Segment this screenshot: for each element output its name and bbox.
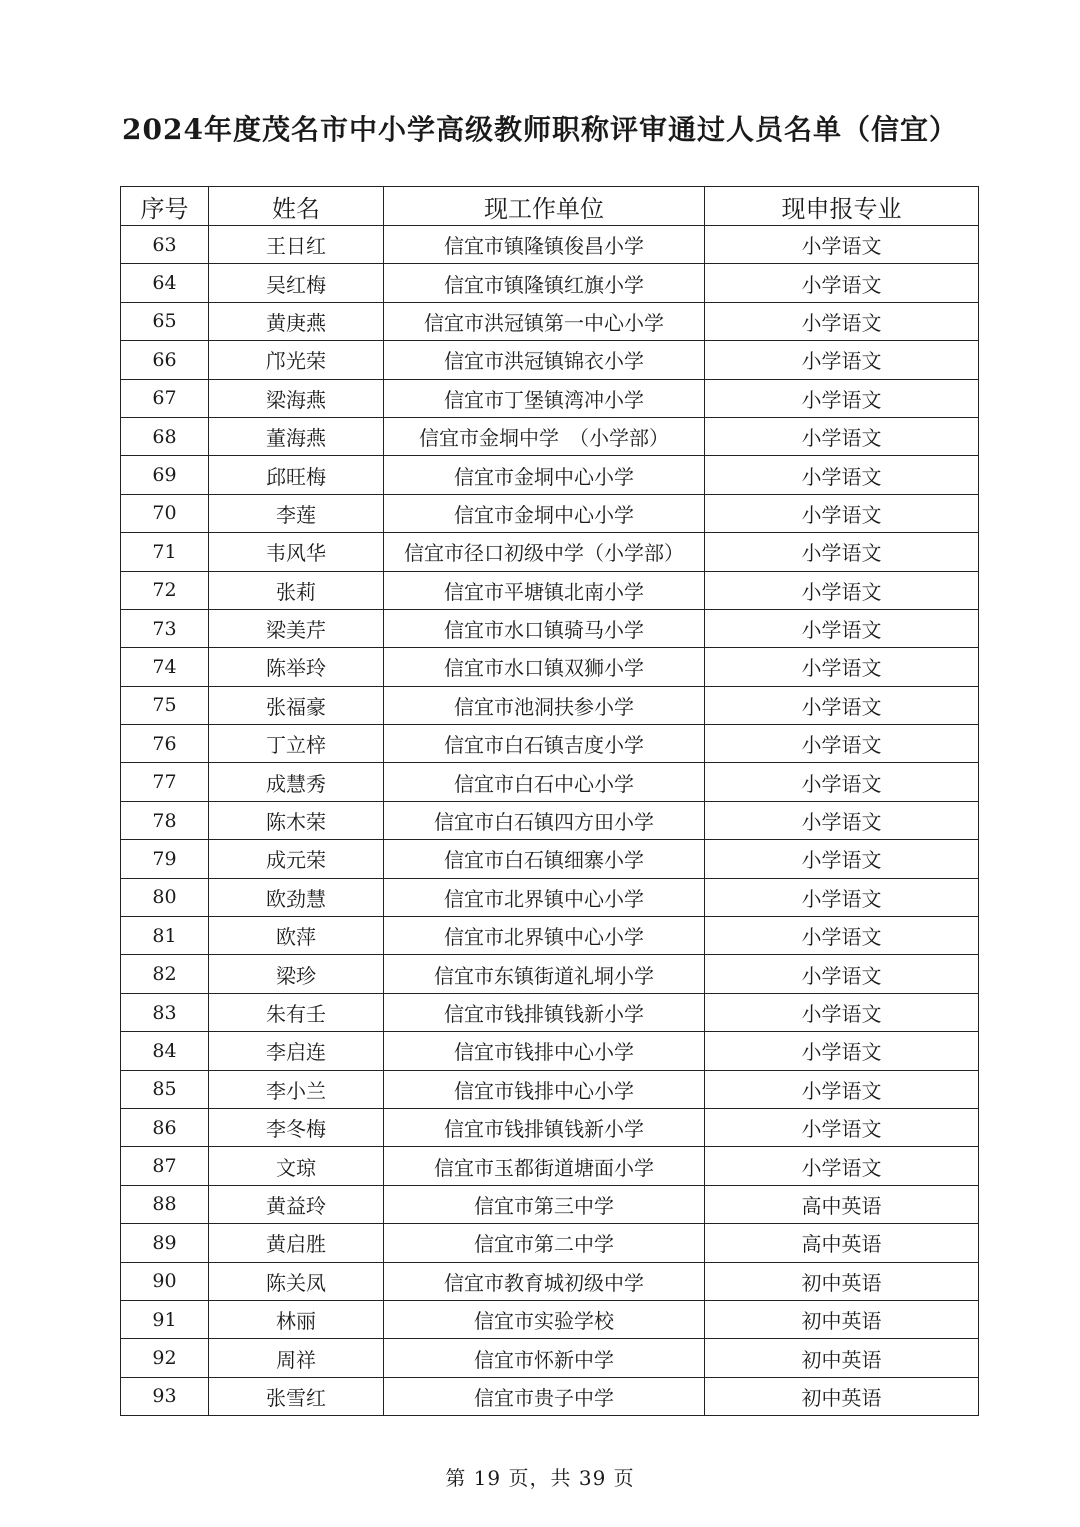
work-unit-cell: 信宜市第三中学 bbox=[384, 1185, 705, 1223]
table-row bbox=[121, 571, 979, 609]
header-name: 姓名 bbox=[209, 187, 384, 226]
serial-cell: 66 bbox=[121, 341, 209, 379]
specialty-cell: 小学语文 bbox=[705, 955, 979, 993]
table-row bbox=[121, 417, 979, 455]
table-row bbox=[121, 341, 979, 379]
serial-cell: 90 bbox=[121, 1262, 209, 1300]
serial-cell: 88 bbox=[121, 1185, 209, 1223]
table-row bbox=[121, 648, 979, 686]
table-row bbox=[121, 1300, 979, 1338]
work-unit-cell: 信宜市北界镇中心小学 bbox=[384, 917, 705, 955]
specialty-cell: 小学语文 bbox=[705, 686, 979, 724]
specialty-cell: 高中英语 bbox=[705, 1185, 979, 1223]
table-row bbox=[121, 725, 979, 763]
header-serial: 序号 bbox=[121, 187, 209, 226]
work-unit-cell: 信宜市镇隆镇红旗小学 bbox=[384, 264, 705, 302]
name-cell: 黄启胜 bbox=[209, 1224, 384, 1262]
table-row bbox=[121, 494, 979, 532]
table-row bbox=[121, 1185, 979, 1223]
serial-cell: 80 bbox=[121, 878, 209, 916]
work-unit-cell: 信宜市白石镇四方田小学 bbox=[384, 801, 705, 839]
serial-cell: 67 bbox=[121, 379, 209, 417]
name-cell: 梁美芹 bbox=[209, 609, 384, 647]
specialty-cell: 小学语文 bbox=[705, 993, 979, 1031]
name-cell: 董海燕 bbox=[209, 417, 384, 455]
table-row bbox=[121, 763, 979, 801]
table-row bbox=[121, 302, 979, 340]
serial-cell: 85 bbox=[121, 1070, 209, 1108]
name-cell: 李小兰 bbox=[209, 1070, 384, 1108]
specialty-cell: 初中英语 bbox=[705, 1262, 979, 1300]
table-row bbox=[121, 917, 979, 955]
table-body bbox=[121, 226, 979, 1416]
work-unit-cell: 信宜市丁堡镇湾冲小学 bbox=[384, 379, 705, 417]
specialty-cell: 小学语文 bbox=[705, 878, 979, 916]
serial-cell: 91 bbox=[121, 1300, 209, 1338]
work-unit-cell: 信宜市径口初级中学（小学部） bbox=[384, 533, 705, 571]
work-unit-cell: 信宜市金垌中心小学 bbox=[384, 456, 705, 494]
table-row bbox=[121, 686, 979, 724]
work-unit-cell: 信宜市北界镇中心小学 bbox=[384, 878, 705, 916]
serial-cell: 70 bbox=[121, 494, 209, 532]
name-cell: 李冬梅 bbox=[209, 1108, 384, 1146]
name-cell: 黄庚燕 bbox=[209, 302, 384, 340]
name-cell: 王日红 bbox=[209, 226, 384, 264]
serial-cell: 93 bbox=[121, 1377, 209, 1415]
specialty-cell: 小学语文 bbox=[705, 533, 979, 571]
table-row bbox=[121, 1108, 979, 1146]
specialty-cell: 小学语文 bbox=[705, 1070, 979, 1108]
specialty-cell: 小学语文 bbox=[705, 648, 979, 686]
name-cell: 张福豪 bbox=[209, 686, 384, 724]
serial-cell: 77 bbox=[121, 763, 209, 801]
name-cell: 成慧秀 bbox=[209, 763, 384, 801]
work-unit-cell: 信宜市镇隆镇俊昌小学 bbox=[384, 226, 705, 264]
work-unit-cell: 信宜市钱排镇钱新小学 bbox=[384, 1108, 705, 1146]
name-cell: 陈举玲 bbox=[209, 648, 384, 686]
name-cell: 丁立梓 bbox=[209, 725, 384, 763]
name-cell: 成元荣 bbox=[209, 840, 384, 878]
specialty-cell: 小学语文 bbox=[705, 571, 979, 609]
serial-cell: 89 bbox=[121, 1224, 209, 1262]
table-row bbox=[121, 1377, 979, 1415]
work-unit-cell: 信宜市洪冠镇锦衣小学 bbox=[384, 341, 705, 379]
work-unit-cell: 信宜市白石镇细寨小学 bbox=[384, 840, 705, 878]
specialty-cell: 小学语文 bbox=[705, 917, 979, 955]
specialty-cell: 小学语文 bbox=[705, 302, 979, 340]
work-unit-cell: 信宜市金垌中学 （小学部） bbox=[384, 417, 705, 455]
name-cell: 欧萍 bbox=[209, 917, 384, 955]
serial-cell: 87 bbox=[121, 1147, 209, 1185]
serial-cell: 68 bbox=[121, 417, 209, 455]
serial-cell: 92 bbox=[121, 1339, 209, 1377]
table-row bbox=[121, 955, 979, 993]
table-row bbox=[121, 533, 979, 571]
name-cell: 梁珍 bbox=[209, 955, 384, 993]
table-row bbox=[121, 1262, 979, 1300]
name-cell: 周祥 bbox=[209, 1339, 384, 1377]
table-row bbox=[121, 1070, 979, 1108]
specialty-cell: 小学语文 bbox=[705, 341, 979, 379]
serial-cell: 74 bbox=[121, 648, 209, 686]
serial-cell: 73 bbox=[121, 609, 209, 647]
roster-table bbox=[120, 186, 979, 1416]
name-cell: 邝光荣 bbox=[209, 341, 384, 379]
work-unit-cell: 信宜市东镇街道礼垌小学 bbox=[384, 955, 705, 993]
serial-cell: 79 bbox=[121, 840, 209, 878]
work-unit-cell: 信宜市钱排镇钱新小学 bbox=[384, 993, 705, 1031]
table-row bbox=[121, 1032, 979, 1070]
work-unit-cell: 信宜市怀新中学 bbox=[384, 1339, 705, 1377]
specialty-cell: 小学语文 bbox=[705, 226, 979, 264]
table-row bbox=[121, 801, 979, 839]
table-row bbox=[121, 1339, 979, 1377]
work-unit-cell: 信宜市贵子中学 bbox=[384, 1377, 705, 1415]
specialty-cell: 小学语文 bbox=[705, 1108, 979, 1146]
name-cell: 欧劲慧 bbox=[209, 878, 384, 916]
work-unit-cell: 信宜市钱排中心小学 bbox=[384, 1032, 705, 1070]
page-footer: 第 19 页，共 39 页 bbox=[445, 1466, 635, 1490]
serial-cell: 81 bbox=[121, 917, 209, 955]
work-unit-cell: 信宜市金垌中心小学 bbox=[384, 494, 705, 532]
table-row bbox=[121, 840, 979, 878]
name-cell: 文琼 bbox=[209, 1147, 384, 1185]
specialty-cell: 小学语文 bbox=[705, 1032, 979, 1070]
serial-cell: 78 bbox=[121, 801, 209, 839]
specialty-cell: 小学语文 bbox=[705, 264, 979, 302]
table-header-row bbox=[121, 187, 979, 226]
serial-cell: 84 bbox=[121, 1032, 209, 1070]
name-cell: 林丽 bbox=[209, 1300, 384, 1338]
specialty-cell: 小学语文 bbox=[705, 801, 979, 839]
serial-cell: 75 bbox=[121, 686, 209, 724]
name-cell: 黄益玲 bbox=[209, 1185, 384, 1223]
work-unit-cell: 信宜市第二中学 bbox=[384, 1224, 705, 1262]
specialty-cell: 小学语文 bbox=[705, 763, 979, 801]
table-row bbox=[121, 993, 979, 1031]
name-cell: 朱有壬 bbox=[209, 993, 384, 1031]
specialty-cell: 小学语文 bbox=[705, 456, 979, 494]
serial-cell: 69 bbox=[121, 456, 209, 494]
specialty-cell: 小学语文 bbox=[705, 494, 979, 532]
table-row bbox=[121, 1224, 979, 1262]
specialty-cell: 小学语文 bbox=[705, 840, 979, 878]
serial-cell: 86 bbox=[121, 1108, 209, 1146]
work-unit-cell: 信宜市教育城初级中学 bbox=[384, 1262, 705, 1300]
table-row bbox=[121, 1147, 979, 1185]
table-row bbox=[121, 609, 979, 647]
specialty-cell: 小学语文 bbox=[705, 417, 979, 455]
page-title: 2024年度茂名市中小学高级教师职称评审通过人员名单（信宜） bbox=[122, 113, 958, 146]
specialty-cell: 高中英语 bbox=[705, 1224, 979, 1262]
specialty-cell: 小学语文 bbox=[705, 609, 979, 647]
serial-cell: 72 bbox=[121, 571, 209, 609]
serial-cell: 82 bbox=[121, 955, 209, 993]
serial-cell: 63 bbox=[121, 226, 209, 264]
work-unit-cell: 信宜市平塘镇北南小学 bbox=[384, 571, 705, 609]
table-row bbox=[121, 264, 979, 302]
specialty-cell: 小学语文 bbox=[705, 725, 979, 763]
specialty-cell: 小学语文 bbox=[705, 379, 979, 417]
name-cell: 陈木荣 bbox=[209, 801, 384, 839]
work-unit-cell: 信宜市白石中心小学 bbox=[384, 763, 705, 801]
name-cell: 梁海燕 bbox=[209, 379, 384, 417]
work-unit-cell: 信宜市池洞扶参小学 bbox=[384, 686, 705, 724]
name-cell: 李启连 bbox=[209, 1032, 384, 1070]
table-row bbox=[121, 456, 979, 494]
table-row bbox=[121, 878, 979, 916]
specialty-cell: 初中英语 bbox=[705, 1300, 979, 1338]
name-cell: 韦风华 bbox=[209, 533, 384, 571]
work-unit-cell: 信宜市水口镇双狮小学 bbox=[384, 648, 705, 686]
specialty-cell: 初中英语 bbox=[705, 1339, 979, 1377]
serial-cell: 71 bbox=[121, 533, 209, 571]
work-unit-cell: 信宜市钱排中心小学 bbox=[384, 1070, 705, 1108]
serial-cell: 83 bbox=[121, 993, 209, 1031]
name-cell: 张莉 bbox=[209, 571, 384, 609]
name-cell: 张雪红 bbox=[209, 1377, 384, 1415]
name-cell: 吴红梅 bbox=[209, 264, 384, 302]
name-cell: 陈关凤 bbox=[209, 1262, 384, 1300]
work-unit-cell: 信宜市玉都街道塘面小学 bbox=[384, 1147, 705, 1185]
work-unit-cell: 信宜市洪冠镇第一中心小学 bbox=[384, 302, 705, 340]
name-cell: 李莲 bbox=[209, 494, 384, 532]
serial-cell: 65 bbox=[121, 302, 209, 340]
table-row bbox=[121, 379, 979, 417]
table-row bbox=[121, 226, 979, 264]
header-specialty: 现申报专业 bbox=[705, 187, 979, 226]
work-unit-cell: 信宜市实验学校 bbox=[384, 1300, 705, 1338]
header-work-unit: 现工作单位 bbox=[384, 187, 705, 226]
name-cell: 邱旺梅 bbox=[209, 456, 384, 494]
work-unit-cell: 信宜市白石镇吉度小学 bbox=[384, 725, 705, 763]
serial-cell: 64 bbox=[121, 264, 209, 302]
work-unit-cell: 信宜市水口镇骑马小学 bbox=[384, 609, 705, 647]
specialty-cell: 小学语文 bbox=[705, 1147, 979, 1185]
serial-cell: 76 bbox=[121, 725, 209, 763]
specialty-cell: 初中英语 bbox=[705, 1377, 979, 1415]
